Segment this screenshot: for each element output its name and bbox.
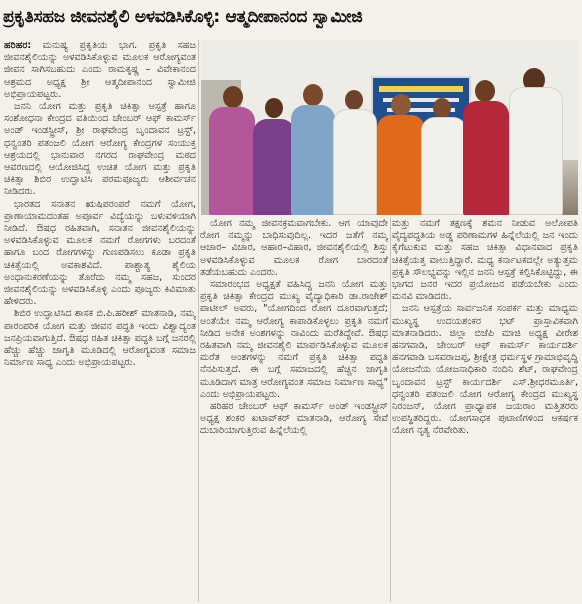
person-head [433, 98, 451, 118]
person-head [345, 90, 363, 110]
article-column-2 [200, 218, 388, 602]
paragraph: ಜನನಿ ಯೋಗ ಮತ್ತು ಪ್ರಕೃತಿ ಚಿಕಿತ್ಸಾ ಆಸ್ಪತ್ರೆ ಹಾಗೂ ಸಂಶೋಧನಾ ಕೇಂದ್ರದ ವತಿಯಿಂದ ಚೇಂಬರ್ ಆಫ್ ಕಾಮರ್ಸ್ ಅಂಡ್ ಇಂಡಸ್ಟ್ರೀಸ್, ಶ್ರೀ ರಾಘವೇಂದ್ರ ಬೃಂದಾವನ ಟ್ರಸ್ಟ್, ಧನ್ವಂತರಿ ಪತಂಜಲಿ ಯೋಗ ಆರೋಗ್ಯ ಕೇಂದ್ರಗಳ ಸಂಯುಕ್ತ ಆಶ್ರಯದಲ್ಲಿ ಭಾನುವಾರ ನಗರದ ರಾಘವೇಂದ್ರ ಮಠದ ಆವರಣದಲ್ಲಿ ಆಯೋಜಿಸಿದ್ದ ಉಚಿತ ಯೋಗ ಮತ್ತು ಪ್ರಕೃತಿ ಚಿಕಿತ್ಸಾ ಶಿಬಿರ ಉದ್ಘಾಟಿಸಿ ಪರಮಪೂಜ್ಯರು ಆಶೀರ್ವಚನ ನೀಡಿದರು. [4, 101, 196, 198]
person-man-white-shirt-right [509, 87, 563, 215]
paragraph: ಹರಿಹರ ಚೇಂಬರ್ ಆಫ್ ಕಾಮರ್ಸ್ ಅಂಡ್ ಇಂಡಸ್ಟ್ರೀಸ್ ಅಧ್ಯಕ್ಷ ಶಂಕರ ಖಟಾವ್‌ಕರ್ ಮಾತನಾಡಿ, ಆರೋಗ್ಯ ಸೇವೆ ದುಬಾರಿಯಾಗುತ್ತಿರುವ ಹಿನ್ನೆಲೆಯಲ್ಲಿ [200, 401, 388, 437]
person-head [475, 80, 495, 102]
paragraph: ಸಮಾರಂಭದ ಅಧ್ಯಕ್ಷತೆ ವಹಿಸಿದ್ದ ಜನನಿ ಯೋಗ ಮತ್ತು ಪ್ರಕೃತಿ ಚಿಕಿತ್ಸಾ ಕೇಂದ್ರದ ಮುಖ್ಯ ವೈದ್ಯಾಧಿಕಾರಿ ಡಾ.ರಾಜೇಶ್ ಪಾಟೀಲ್ ಅವರು, "ಯೋಗದಿಂದ ರೋಗ ದೂರವಾಗುತ್ತದೆ; ಅಂತೆಯೇ ನಮ್ಮ ಆರೋಗ್ಯ ಕಾಪಾಡಿಕೊಳ್ಳಲು ಪ್ರಕೃತಿ ನಮಗೆ ನೀಡಿದ ಅನೇಕ ಅಂಶಗಳನ್ನು ನಾವಿಂದು ಮರೆತಿದ್ದೇವೆ. ಔಷಧ ರಹಿತವಾಗಿ ನಮ್ಮ ಜೀವನಶೈಲಿ ಮಾರ್ಪಡಿಸಿಕೊಳ್ಳುವ ಮೂಲಕ ಮರೆತ ಅಂಶಗಳನ್ನು ನಮಗೆ ಪ್ರಕೃತಿ ಚಿಕಿತ್ಸಾ ಪದ್ಧತಿ ನೆನಪಿಸುತ್ತದೆ. ಈ ಬಗ್ಗೆ ಸಮಾಜದಲ್ಲಿ ಹೆಚ್ಚಿನ ಜಾಗೃತಿ ಮೂಡಿದಾಗ ಮಾತ್ರ ಆರೋಗ್ಯವಂತ ಸಮಾಜ ನಿರ್ಮಾಣ ಸಾಧ್ಯ" ಎಂದು ಅಭಿಪ್ರಾಯಪಟ್ಟರು. [200, 279, 388, 400]
article-column-3 [392, 218, 578, 602]
person-man-white-shirt [421, 117, 467, 215]
person-head [303, 84, 323, 106]
column-divider [198, 40, 199, 602]
paragraph [4, 40, 196, 101]
person-head [391, 94, 411, 116]
person-woman-purple-saree [253, 119, 295, 215]
paragraph: ಮತ್ತು ನಮಗೆ ತಕ್ಷಣಕ್ಕೆ ಶಮನ ನೀಡುವ ಅಲೋಪತಿ ವೈದ್ಯಪದ್ಧತಿಯ ಅಡ್ಡ ಪರಿಣಾಮಗಳ ಹಿನ್ನೆಲೆಯಲ್ಲಿ ಜನ ಇಂದು ಕೈಗೆಟುಕುವ ಮತ್ತು ಸಹಜ ಚಿಕಿತ್ಸಾ ವಿಧಾನವಾದ ಪ್ರಕೃತಿ ಚಿಕಿತ್ಸೆಯತ್ತ ವಾಲುತ್ತಿದ್ದಾರೆ. ಮಧ್ಯ ಕರ್ನಾಟಕದಲ್ಲೇ ಅತ್ಯುತ್ತಮ ಪ್ರಕೃತಿ ಸೌಲಭ್ಯವನ್ನು ಇಲ್ಲಿನ ಜನನಿ ಆಸ್ಪತ್ರೆ ಕಲ್ಪಿಸಿಕೊಟ್ಟಿದ್ದು, ಈ ಭಾಗದ ಜನರ ಇದರ ಪ್ರಯೋಜನ ಪಡೆಯಬೇಕು ಎಂದು ಮನವಿ ಮಾಡಿದರು. [392, 218, 578, 303]
person-swamiji-orange-robe [377, 115, 425, 215]
event-photo [201, 40, 578, 215]
paragraph: ಶಿಬಿರ ಉದ್ಘಾಟಿಸಿದ ಶಾಸಕ ಬಿ.ಪಿ.ಹರೀಶ್ ಮಾತನಾಡಿ, ನಮ್ಮ ಪಾರಂಪರಿಕ ಯೋಗ ಮತ್ತು ಜೀವನ ಪದ್ಧತಿ ಇಂದು ವಿಶ್ವಾದ್ಯಂತ ಜನಪ್ರಿಯವಾಗುತ್ತಿದೆ. ಔಷಧ ರಹಿತ ಚಿಕಿತ್ಸಾ ಪದ್ಧತಿ ಬಗ್ಗೆ ಜನರಲ್ಲಿ ಹೆಚ್ಚು ಹೆಚ್ಚು ಜಾಗೃತಿ ಮೂಡಿದಲ್ಲಿ ಆರೋಗ್ಯವಂತ ಸಮಾಜ ನಿರ್ಮಾಣ ಸಾಧ್ಯ ಎಂದು ಅಭಿಪ್ರಾಯಪಟ್ಟರು. [4, 308, 196, 369]
person-man-red-vest [463, 101, 509, 215]
paragraph-text: ಮನುಷ್ಯ ಪ್ರಕೃತಿಯ ಭಾಗ. ಪ್ರಕೃತಿ ಸಹಜ ಜೀವನಶೈಲಿಯನ್ನು ಅಳವಡಿಸಿಕೊಳ್ಳುವ ಮೂಲಕ ಆರೋಗ್ಯವಂತ ಜೀವನ ಸಾಗಿಸಬಹುದು ಎಂದು ರಾಮಕೃಷ್ಣ – ವಿವೇಕಾನಂದ ಆಶ್ರಮದ ಅಧ್ಯಕ್ಷ ಶ್ರೀ ಆತ್ಮದೀಪಾನಂದ ಸ್ವಾಮೀಜಿ ಅಭಿಪ್ರಾಯಪಟ್ಟರು. [4, 40, 196, 100]
article-column-1 [4, 40, 196, 602]
column-divider [390, 218, 391, 602]
paragraph: ಯೋಗ ನಮ್ಮ ಜೀವನಕ್ರಮವಾಗಬೇಕು. ಆಗ ಯಾವುದೇ ರೋಗ ನಮ್ಮನ್ನು ಬಾಧಿಸುವುದಿಲ್ಲ. ಇದರ ಜತೆಗೆ ನಮ್ಮ ಆಚಾರ– ವಿಚಾರ, ಆಹಾರ–ವಿಹಾರ, ಜೀವನಶೈಲಿಯಲ್ಲಿ ಶಿಸ್ತು ಅಳವಡಿಸಿಕೊಳ್ಳುವ ಮೂಲಕ ರೋಗ ಬಾರದಂತೆ ತಡೆಯಬಹುದು ಎಂದರು. [200, 218, 388, 278]
headline: ಪ್ರಕೃತಿಸಹಜ ಜೀವನಶೈಲಿ ಅಳವಡಿಸಿಕೊಳ್ಳಿ: ಆತ್ಮದೀಪಾನಂದ ಸ್ವಾಮೀಜಿ [3, 7, 363, 27]
paragraph: ಭಾರತದ ಸನಾತನ ಋಷಿಪರಂಪರೆ ನಮಗೆ ಯೋಗ, ಪ್ರಾಣಾಯಾಮದಂತಹ ಅಪೂರ್ವ ವಿದ್ಯೆಯನ್ನು ಬಳುವಳಿಯಾಗಿ ನೀಡಿದೆ. ಔಷಧ ರಹಿತವಾಗಿ, ಸನಾತನ ಜೀವನಶೈಲಿಯನ್ನು ಅಳವಡಿಸಿಕೊಳ್ಳುವ ಮೂಲಕ ನಮಗೆ ರೋಗಗಳು ಬರದಂತೆ ಹಾಗೂ ಬಂದ ರೋಗಗಳನ್ನು ಗುಣಪಡಿಸಲು ಕೂಡಾ ಪ್ರಕೃತಿ ಚಿಕಿತ್ಸೆಯಲ್ಲಿ ಅವಕಾಶವಿದೆ. ಪಾಶ್ಚಾತ್ಯ ಶೈಲಿಯ ಅಂಧಾನುಕರಣೆಯನ್ನು ತೊರೆದು ನಮ್ಮ ಸಹಜ, ಸುಂದರ ಜೀವನಶೈಲಿಯನ್ನು ಅಳವಡಿಸಿಕೊಳ್ಳಿ ಎಂದು ಪೂಜ್ಯರು ಕಿವಿಮಾತು ಹೇಳಿದರು. [4, 198, 196, 308]
dateline: ಹರಿಹರ: [4, 40, 32, 51]
paragraph: ಜನನಿ ಆಸ್ಪತ್ರೆಯ ಸಾರ್ವಜನಿಕ ಸಂಪರ್ಕ ಮತ್ತು ಮಾಧ್ಯಮ ಮುಖ್ಯಸ್ಥ ಉದಯಶಂಕರ ಭಟ್ ಪ್ರಾಸ್ತಾವಿಕವಾಗಿ ಮಾತನಾಡಿದರು. ಜಿಲ್ಲಾ ಬಿಜೆಪಿ ಮಾಜಿ ಅಧ್ಯಕ್ಷ ವೀರೇಶ ಹನಗವಾಡಿ, ಚೇಂಬರ್ ಆಫ್ ಕಾಮರ್ಸ್ ಕಾರ್ಯದರ್ಶಿ ಹನಗವಾಡಿ ಬಸವರಾಜಪ್ಪ, ಶ್ರೀಕ್ಷೇತ್ರ ಧರ್ಮಸ್ಥಳ ಗ್ರಾಮಾಭಿವೃದ್ಧಿ ಯೋಜನೆಯ ಯೋಜನಾಧಿಕಾರಿ ನಂದಿನಿ ಶೆಟ್, ರಾಘವೇಂದ್ರ ಬೃಂದಾವನ ಟ್ರಸ್ಟ್ ಕಾರ್ಯದರ್ಶಿ ಎಸ್.ಶ್ರೀಧರಮೂರ್ತಿ, ಧನ್ವಂತರಿ ಪತಂಜಲಿ ಯೋಗ ಆರೋಗ್ಯ ಕೇಂದ್ರದ ಮುಖ್ಯಸ್ಥ ನಿರಂಜನ್, ಯೋಗ ಪ್ರಾಧ್ಯಾಪಕ ಜಯರಾಂ ಮತ್ತಿತರರು ಉಪಸ್ಥಿತರಿದ್ದರು. ಯೋಗಸಾಧಕ ಪುಟಾಣಿಗಳಿಂದ ಆಕರ್ಷಕ ಯೋಗ ನೃತ್ಯ ನೆರವೇರಿತು. [392, 303, 578, 437]
person-head [265, 98, 283, 118]
person-head [223, 86, 243, 108]
person-man-blue-shirt [291, 105, 335, 215]
person-man-white-shirt [333, 109, 377, 215]
person-woman-pink-saree [209, 107, 255, 215]
